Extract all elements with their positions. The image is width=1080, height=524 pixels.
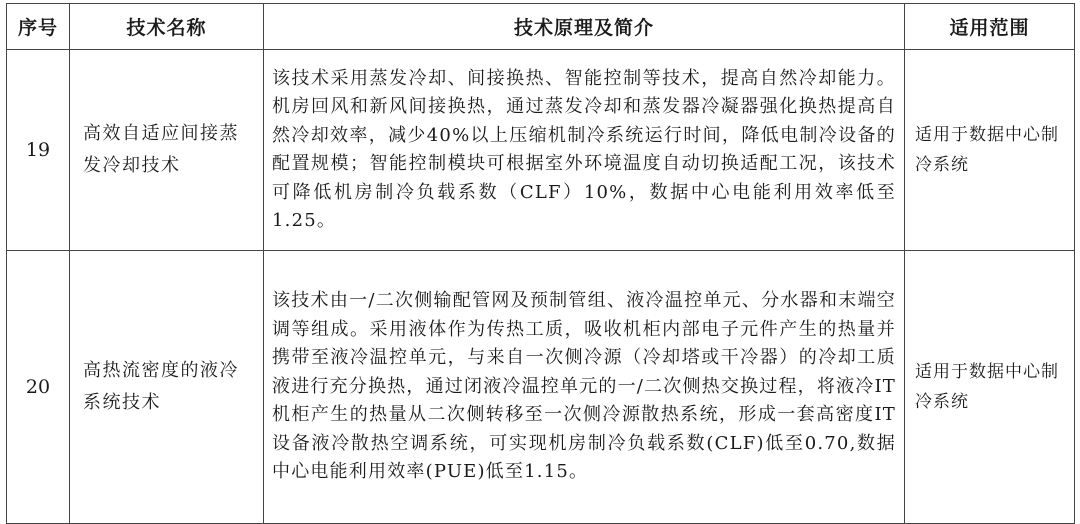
- header-row: [7, 4, 1075, 50]
- row-technology-name: 高热流密度的液冷系统技术: [70, 251, 264, 524]
- row-application-scope: 适用于数据中心制冷系统: [905, 50, 1075, 251]
- row-principle-description: 该技术由一/二次侧输配管网及预制管组、液冷温控单元、分水器和末端空调等组成。采用液体作为传热工质，吸收机柜内部电子元件产生的热量并携带至液冷温控单元，与来自一次侧冷源（冷却塔或干冷器）的冷却工质液进行充分换热，通过闭液冷温控单元的一/二次侧热交换过程，将液冷IT机柜产生的热量从二次侧转移至一次侧冷源散热系统，形成一套高密度IT设备液冷散热空调系统，可实现机房制冷负载系数(CLF)低至0.70,数据中心电能利用效率(PUE)低至1.15。: [264, 251, 905, 524]
- header-serial-number: 序号: [7, 4, 70, 50]
- row-technology-name: 高效自适应间接蒸发冷却技术: [70, 50, 264, 251]
- row-serial-number: 20: [7, 251, 70, 524]
- table-row: [7, 251, 1075, 524]
- header-principle-description: 技术原理及简介: [264, 4, 905, 50]
- header-technology-name: 技术名称: [70, 4, 264, 50]
- header-application-scope: 适用范围: [905, 4, 1075, 50]
- table-header: [7, 4, 1075, 50]
- row-serial-number: 19: [7, 50, 70, 251]
- row-application-scope: 适用于数据中心制冷系统: [905, 251, 1075, 524]
- table-row: [7, 50, 1075, 251]
- row-principle-description: 该技术采用蒸发冷却、间接换热、智能控制等技术，提高自然冷却能力。机房回风和新风间接换热，通过蒸发冷却和蒸发器冷凝器强化换热提高自然冷却效率，减少40%以上压缩机制冷系统运行时间，降低电制冷设备的配置规模；智能控制模块可根据室外环境温度自动切换适配工况，该技术可降低机房制冷负载系数（CLF）10%，数据中心电能利用效率低至1.25。: [264, 50, 905, 251]
- table-body: [7, 50, 1075, 524]
- technology-table: [6, 3, 1075, 524]
